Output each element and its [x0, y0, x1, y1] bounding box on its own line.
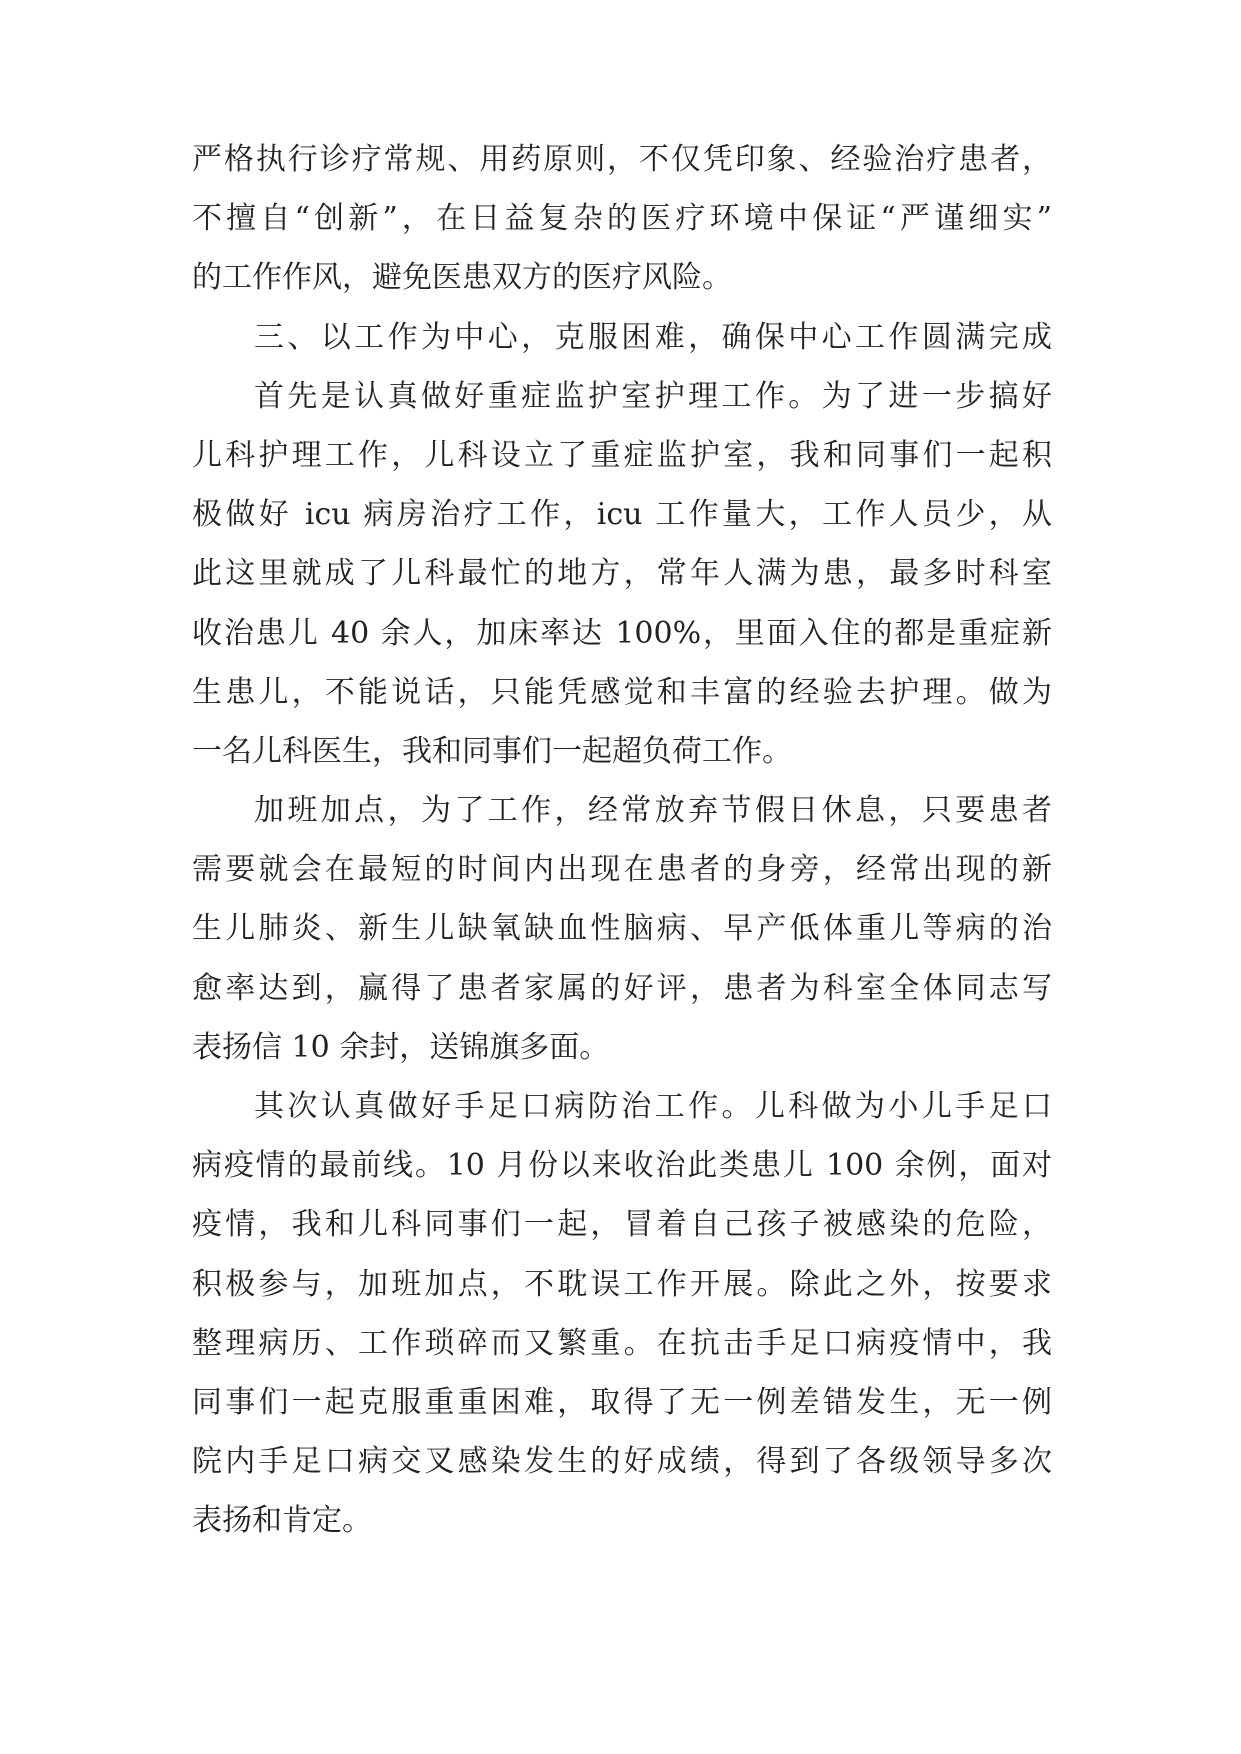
text-line: 病疫情的最前线。10 月份以来收治此类患儿 100 余例，面对: [192, 1148, 1052, 1184]
text-line: 极做好 icu 病房治疗工作，icu 工作量大，工作人员少，从: [192, 497, 1052, 533]
text-line: 整理病历、工作琐碎而又繁重。在抗击手足口病疫情中，我: [192, 1325, 1052, 1361]
text-line: 此这里就成了儿科最忙的地方，常年人满为患，最多时科室: [192, 556, 1052, 592]
text-line: 院内手足口病交叉感染发生的好成绩，得到了各级领导多次: [192, 1444, 1052, 1480]
text-line: 一名儿科医生，我和同事们一起超负荷工作。: [192, 733, 792, 769]
text-line: 生患儿，不能说话，只能凭感觉和丰富的经验去护理。做为: [192, 674, 1052, 710]
text-line: 其次认真做好手足口病防治工作。儿科做为小儿手足口: [254, 1089, 1052, 1124]
body-text: [192, 130, 1052, 1551]
text-line: 首先是认真做好重症监护室护理工作。为了进一步搞好: [254, 378, 1052, 414]
text-line: 不擅自“创新”，在日益复杂的医疗环境中保证“严谨细实”: [192, 201, 1052, 237]
text-line: 表扬信 10 余封，送锦旗多面。: [192, 1029, 610, 1065]
text-line: 同事们一起克服重重困难，取得了无一例差错发生，无一例: [192, 1384, 1052, 1420]
text-line: 积极参与，加班加点，不耽误工作开展。除此之外，按要求: [192, 1266, 1052, 1302]
text-line: 加班加点，为了工作，经常放弃节假日休息，只要患者: [254, 793, 1052, 829]
text-line: 愈率达到，赢得了患者家属的好评，患者为科室全体同志写: [192, 970, 1052, 1006]
text-line: 生儿肺炎、新生儿缺氧缺血性脑病、早产低体重儿等病的治: [192, 911, 1052, 947]
text-line: 严格执行诊疗常规、用药原则，不仅凭印象、经验治疗患者，: [192, 142, 1052, 177]
text-line: 表扬和肯定。: [192, 1503, 372, 1539]
text-line: 儿科护理工作，儿科设立了重症监护室，我和同事们一起积: [192, 437, 1052, 473]
section-heading: 三、以工作为中心，克服困难，确保中心工作圆满完成: [254, 319, 1052, 355]
text-line: 需要就会在最短的时间内出现在患者的身旁，经常出现的新: [192, 852, 1052, 888]
text-line: 的工作作风，避免医患双方的医疗风险。: [192, 260, 732, 296]
text-line: 收治患儿 40 余人，加床率达 100%，里面入住的都是重症新: [192, 615, 1052, 651]
text-line: 疫情，我和儿科同事们一起，冒着自己孩子被感染的危险，: [192, 1207, 1052, 1243]
